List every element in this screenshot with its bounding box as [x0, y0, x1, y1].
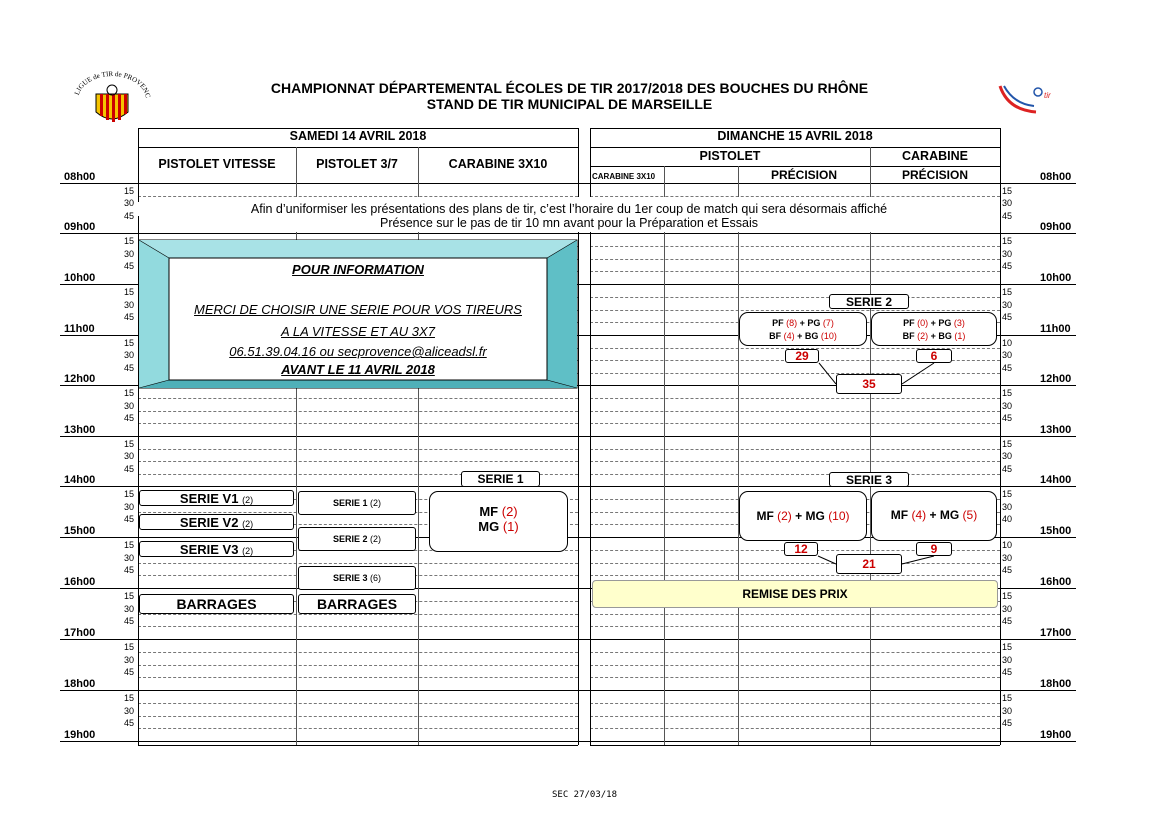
minute-label-left: 15	[124, 438, 135, 449]
hour-label-left: 12h00	[64, 373, 96, 385]
minute-label-left: 15	[124, 185, 135, 196]
minute-label-left: 30	[124, 299, 135, 310]
quarter-line	[590, 310, 1000, 311]
sun-sub-carabine-3x10: CARABINE 3X10	[592, 172, 656, 181]
logo-arc-text: LIGUE de TIR de PROVENCE	[67, 68, 152, 99]
pistolet-precision-serie2-box: PF (8) + PG (7) BF (4) + BG (10)	[739, 312, 867, 346]
total-9: 9	[916, 542, 952, 556]
minute-label-right: 30	[1002, 705, 1013, 716]
sunday-header: DIMANCHE 15 AVRIL 2018	[717, 129, 873, 143]
quarter-line	[590, 626, 1000, 627]
quarter-line	[138, 398, 578, 399]
minute-label-left: 45	[124, 514, 135, 525]
hour-label-left: 09h00	[64, 221, 96, 233]
hour-label-left: 14h00	[64, 474, 96, 486]
serie-3-pistolet: SERIE 3 (6)	[298, 566, 416, 590]
carabine-precision-serie3-box: MF (4) + MG (5)	[871, 491, 997, 541]
svg-text:tir: tir	[1044, 91, 1051, 100]
footer-stamp: SEC 27/03/18	[551, 790, 618, 800]
total-12: 12	[784, 542, 818, 556]
notice-line-2: Présence sur le pas de tir 10 mn avant pour la Préparation et Essais	[380, 216, 758, 230]
barrages-vitesse: BARRAGES	[139, 594, 294, 614]
quarter-line	[590, 246, 1000, 247]
serie-v3: SERIE V3 (2)	[139, 541, 294, 557]
info-line-2: A LA VITESSE ET AU 3X7	[281, 324, 435, 339]
ffst-logo	[990, 76, 1070, 116]
remise-des-prix: REMISE DES PRIX	[592, 580, 998, 608]
quarter-line	[138, 449, 578, 450]
sun-subheader-divider	[590, 166, 1000, 167]
hour-label-right: 09h00	[1040, 221, 1072, 233]
serie-v1: SERIE V1 (2)	[139, 490, 294, 506]
minute-label-right: 10	[1002, 337, 1013, 348]
minute-label-left: 45	[124, 718, 135, 729]
info-line-3: 06.51.39.04.16 ou secprovence@aliceadsl.fr	[229, 344, 487, 359]
minute-label-right: 30	[1002, 501, 1013, 512]
hour-label-left: 10h00	[64, 272, 96, 284]
minute-label-left: 45	[124, 413, 135, 424]
quarter-line	[590, 728, 1000, 729]
minute-label-left: 30	[124, 603, 135, 614]
minute-label-left: 45	[124, 261, 135, 272]
hour-label-right: 11h00	[1040, 323, 1071, 335]
quarter-line	[138, 665, 578, 666]
title-line-2: STAND DE TIR MUNICIPAL DE MARSEILLE	[426, 96, 713, 112]
info-title: POUR INFORMATION	[292, 262, 424, 277]
minute-label-right: 15	[1002, 641, 1013, 652]
sat-col-pistolet-37: PISTOLET 3/7	[316, 157, 398, 171]
info-line-1: MERCI DE CHOISIR UNE SERIE POUR VOS TIREURS	[194, 302, 522, 317]
hour-label-right: 18h00	[1040, 678, 1072, 690]
quarter-line	[590, 575, 1000, 576]
minute-label-right: 30	[1002, 603, 1013, 614]
minute-label-right: 45	[1002, 312, 1013, 323]
minute-label-right: 15	[1002, 387, 1013, 398]
minute-label-right: 15	[1002, 488, 1013, 499]
minute-label-left: 30	[124, 501, 135, 512]
title-line-1: CHAMPIONNAT DÉPARTEMENTAL ÉCOLES DE TIR 2017/2018 DES BOUCHES DU RHÔNE	[270, 80, 869, 96]
minute-label-left: 45	[124, 565, 135, 576]
sat-col-carabine-3x10: CARABINE 3X10	[448, 157, 548, 171]
minute-label-right: 45	[1002, 718, 1013, 729]
carabine-mf-mg-box: MF (2) MG (1)	[429, 491, 568, 552]
quarter-line	[590, 665, 1000, 666]
pistolet-precision-serie3-box: MF (2) + MG (10)	[739, 491, 867, 541]
ligue-provence-logo	[67, 68, 154, 126]
quarter-line	[138, 411, 578, 412]
info-panel	[139, 240, 577, 388]
minute-label-left: 30	[124, 248, 135, 259]
minute-label-right: 45	[1002, 261, 1013, 272]
hour-label-right: 14h00	[1040, 474, 1072, 486]
sun-col-pistolet: PISTOLET	[699, 149, 761, 163]
sat-header-divider	[138, 147, 578, 148]
serie-v2: SERIE V2 (2)	[139, 514, 294, 530]
serie-2-sunday-label: SERIE 2	[829, 294, 909, 309]
minute-label-left: 45	[124, 312, 135, 323]
sun-header-divider	[590, 147, 1000, 148]
minute-label-right: 15	[1002, 286, 1013, 297]
hour-label-left: 18h00	[64, 678, 96, 690]
minute-label-right: 15	[1002, 185, 1013, 196]
total-6: 6	[916, 349, 952, 363]
minute-label-left: 45	[124, 362, 135, 373]
hour-line	[60, 183, 1076, 184]
quarter-line	[138, 703, 578, 704]
minute-label-right: 45	[1002, 210, 1013, 221]
hour-label-right: 10h00	[1040, 272, 1072, 284]
hour-label-right: 16h00	[1040, 576, 1072, 588]
hour-label-left: 17h00	[64, 627, 96, 639]
minute-label-right: 30	[1002, 451, 1013, 461]
sun-col-divider	[738, 166, 739, 745]
serie-3-sunday-label: SERIE 3	[829, 472, 909, 487]
quarter-line	[590, 449, 1000, 450]
minute-label-left: 30	[124, 198, 135, 208]
hour-line	[60, 690, 1076, 691]
minute-label-right: 45	[1002, 413, 1013, 424]
minute-label-left: 15	[124, 539, 135, 550]
sat-col-divider	[418, 147, 419, 745]
hour-label-right: 19h00	[1040, 729, 1072, 741]
sun-frame-right	[1000, 128, 1001, 745]
minute-label-left: 30	[124, 654, 135, 665]
minute-label-right: 15	[1002, 590, 1013, 601]
hour-label-right: 15h00	[1040, 525, 1072, 537]
minute-label-right: 30	[1002, 654, 1013, 665]
minute-label-left: 15	[124, 692, 135, 703]
minute-label-left: 30	[124, 705, 135, 716]
quarter-line	[590, 373, 1000, 374]
minute-label-left: 30	[124, 451, 135, 461]
hour-label-left: 16h00	[64, 576, 96, 588]
quarter-line	[590, 423, 1000, 424]
sat-frame-bottom	[138, 745, 578, 746]
serie-2-pistolet: SERIE 2 (2)	[298, 527, 416, 551]
minute-label-right: 15	[1002, 235, 1013, 246]
minute-label-right: 30	[1002, 400, 1013, 411]
hour-label-right: 08h00	[1040, 171, 1072, 183]
barrages-pistolet: BARRAGES	[298, 594, 416, 614]
sat-col-divider	[296, 147, 297, 745]
sat-col-pistolet-vitesse: PISTOLET VITESSE	[158, 157, 276, 171]
hour-line	[60, 639, 1076, 640]
total-29: 29	[785, 349, 819, 363]
minute-label-right: 45	[1002, 463, 1013, 474]
quarter-line	[590, 716, 1000, 717]
quarter-line	[138, 423, 578, 424]
quarter-line	[590, 677, 1000, 678]
hour-label-left: 13h00	[64, 424, 96, 436]
info-line-4: AVANT LE 11 AVRIL 2018	[281, 362, 435, 377]
quarter-line	[138, 626, 578, 627]
quarter-line	[590, 563, 1000, 564]
minute-label-right: 45	[1002, 362, 1013, 373]
quarter-line	[590, 614, 1000, 615]
minute-label-left: 15	[124, 387, 135, 398]
minute-label-right: 30	[1002, 198, 1013, 208]
hour-label-right: 13h00	[1040, 424, 1072, 436]
notice-line-1: Afin d’uniformiser les présentations des plans de tir, c’est l’horaire du 1er coup de match qui sera désormais affiché	[138, 202, 1000, 216]
quarter-line	[138, 677, 578, 678]
minute-label-right: 45	[1002, 616, 1013, 627]
minute-label-right: 15	[1002, 692, 1013, 703]
minute-label-left: 15	[124, 488, 135, 499]
quarter-line	[590, 652, 1000, 653]
minute-label-right: 45	[1002, 667, 1013, 678]
saturday-header: SAMEDI 14 AVRIL 2018	[289, 129, 427, 143]
hour-label-right: 17h00	[1040, 627, 1072, 639]
quarter-line	[590, 461, 1000, 462]
minute-label-right: 30	[1002, 299, 1013, 310]
minute-label-left: 30	[124, 552, 135, 563]
serie-1-carabine-label: SERIE 1	[461, 471, 540, 487]
total-35: 35	[836, 374, 902, 394]
minute-label-right: 10	[1002, 539, 1013, 550]
sun-sub-precision-carabine: PRÉCISION	[901, 168, 968, 182]
minute-label-left: 45	[124, 463, 135, 474]
hour-line	[60, 436, 1076, 437]
sun-col-divider	[664, 166, 665, 745]
minute-label-right: 30	[1002, 248, 1013, 259]
minute-label-left: 45	[124, 667, 135, 678]
quarter-line	[590, 398, 1000, 399]
minute-label-right: 30	[1002, 552, 1013, 563]
sun-sub-precision-pistolet: PRÉCISION	[770, 168, 837, 182]
quarter-line	[138, 652, 578, 653]
minute-label-left: 15	[124, 590, 135, 601]
minute-label-left: 30	[124, 350, 135, 360]
serie-1-pistolet: SERIE 1 (2)	[298, 491, 416, 515]
hour-label-left: 11h00	[64, 323, 95, 335]
minute-label-left: 45	[124, 210, 135, 221]
quarter-line	[590, 271, 1000, 272]
minute-label-left: 30	[124, 400, 135, 411]
hour-line	[60, 486, 1076, 487]
hour-label-left: 15h00	[64, 525, 96, 537]
minute-label-left: 15	[124, 641, 135, 652]
hour-label-left: 08h00	[64, 171, 96, 183]
quarter-line	[590, 411, 1000, 412]
hour-line	[60, 741, 1076, 742]
total-21: 21	[836, 554, 902, 574]
hour-line	[60, 233, 1076, 234]
sun-col-carabine: CARABINE	[902, 149, 968, 163]
sun-col-divider	[870, 147, 871, 745]
minute-label-left: 15	[124, 286, 135, 297]
minute-label-right: 30	[1002, 350, 1013, 360]
quarter-line	[138, 728, 578, 729]
quarter-line	[590, 297, 1000, 298]
quarter-line	[138, 461, 578, 462]
quarter-line	[138, 563, 578, 564]
quarter-line	[590, 703, 1000, 704]
quarter-line	[590, 259, 1000, 260]
minute-label-right: 40	[1002, 514, 1013, 525]
minute-label-left: 45	[124, 616, 135, 627]
minute-label-left: 15	[124, 337, 135, 348]
hour-label-left: 19h00	[64, 729, 96, 741]
sun-frame-bottom	[590, 745, 1000, 746]
minute-label-right: 15	[1002, 438, 1013, 449]
minute-label-right: 45	[1002, 565, 1013, 576]
hour-label-right: 12h00	[1040, 373, 1072, 385]
minute-label-left: 15	[124, 235, 135, 246]
carabine-precision-serie2-box: PF (0) + PG (3) BF (2) + BG (1)	[871, 312, 997, 346]
quarter-line	[138, 716, 578, 717]
quarter-line	[590, 474, 1000, 475]
